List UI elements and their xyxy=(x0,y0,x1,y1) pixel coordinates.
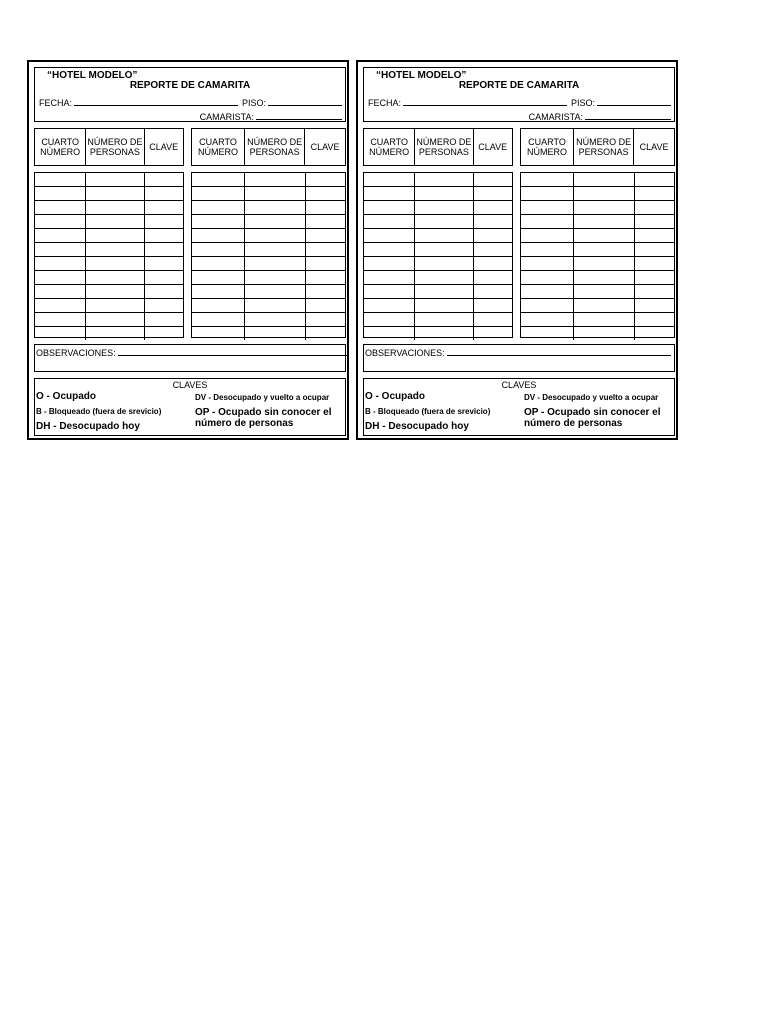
personas-cell[interactable] xyxy=(573,313,634,327)
personas-cell[interactable] xyxy=(414,187,473,201)
table-row xyxy=(35,327,183,341)
clave-cell[interactable] xyxy=(474,313,513,327)
report-card-left xyxy=(27,60,349,440)
table-row xyxy=(521,327,674,341)
column-header-personas: NÚMERO DE PERSONAS xyxy=(85,129,144,165)
personas-cell[interactable] xyxy=(414,271,473,285)
personas-cell[interactable] xyxy=(244,327,305,341)
personas-cell[interactable] xyxy=(573,173,634,187)
personas-cell[interactable] xyxy=(414,201,473,215)
clave-cell[interactable] xyxy=(474,201,513,215)
cuarto-cell[interactable] xyxy=(35,215,85,229)
table-header-1 xyxy=(363,128,513,166)
clave-cell[interactable] xyxy=(145,201,184,215)
clave-cell[interactable] xyxy=(634,257,674,271)
piso-label: PISO: xyxy=(570,98,595,108)
camarista-blank[interactable] xyxy=(256,110,342,120)
clave-cell[interactable] xyxy=(634,299,674,313)
personas-cell[interactable] xyxy=(573,201,634,215)
personas-cell[interactable] xyxy=(85,285,144,299)
clave-cell[interactable] xyxy=(145,229,184,243)
column-header-clave: CLAVE xyxy=(149,142,179,152)
observaciones-label: OBSERVACIONES: xyxy=(36,348,116,358)
clave-cell[interactable] xyxy=(145,313,184,327)
personas-cell[interactable] xyxy=(414,215,473,229)
fecha-field[interactable] xyxy=(368,96,567,108)
cuarto-cell[interactable] xyxy=(364,201,414,215)
column-header-personas: NÚMERO DE PERSONAS xyxy=(573,129,634,165)
cuarto-cell[interactable] xyxy=(521,229,573,243)
clave-cell[interactable] xyxy=(145,285,184,299)
cuarto-cell[interactable] xyxy=(521,285,573,299)
cuarto-cell[interactable] xyxy=(192,229,244,243)
cuarto-cell[interactable] xyxy=(364,173,414,187)
column-header-clave: CLAVE xyxy=(639,142,669,152)
clave-cell[interactable] xyxy=(145,299,184,313)
cuarto-cell[interactable] xyxy=(192,285,244,299)
table-row xyxy=(521,285,674,299)
personas-cell[interactable] xyxy=(85,243,144,257)
table-row xyxy=(192,271,345,285)
table-row xyxy=(35,271,183,285)
claves-section xyxy=(363,378,675,436)
clave-cell[interactable] xyxy=(305,215,345,229)
cuarto-cell[interactable] xyxy=(364,327,414,341)
table-row xyxy=(192,243,345,257)
cuarto-cell[interactable] xyxy=(521,173,573,187)
piso-field[interactable] xyxy=(242,96,342,108)
key-ocupado-sin-conocer: OP - Ocupado sin conocer el número de personas xyxy=(524,407,661,429)
hotel-name: “HOTEL MODELO” xyxy=(376,70,467,81)
fecha-blank[interactable] xyxy=(403,96,567,106)
table-row xyxy=(35,243,183,257)
clave-cell[interactable] xyxy=(305,327,345,341)
clave-cell[interactable] xyxy=(634,229,674,243)
clave-cell[interactable] xyxy=(145,327,184,341)
clave-cell[interactable] xyxy=(305,313,345,327)
cuarto-cell[interactable] xyxy=(521,243,573,257)
table-row xyxy=(35,257,183,271)
table-row xyxy=(364,327,512,341)
clave-cell[interactable] xyxy=(474,285,513,299)
table-row xyxy=(521,215,674,229)
header-section xyxy=(363,67,675,122)
personas-cell[interactable] xyxy=(244,187,305,201)
table-row xyxy=(364,271,512,285)
table-row xyxy=(364,187,512,201)
personas-cell[interactable] xyxy=(573,229,634,243)
fecha-field[interactable] xyxy=(39,96,238,108)
cuarto-cell[interactable] xyxy=(192,327,244,341)
room-grid-1 xyxy=(363,172,513,338)
table-row xyxy=(364,229,512,243)
piso-label: PISO: xyxy=(241,98,266,108)
cuarto-cell[interactable] xyxy=(521,271,573,285)
room-grid-2 xyxy=(520,172,675,338)
table-row xyxy=(364,243,512,257)
camarista-label: CAMARISTA: xyxy=(528,112,583,122)
cuarto-cell[interactable] xyxy=(192,257,244,271)
fecha-blank[interactable] xyxy=(74,96,238,106)
clave-cell[interactable] xyxy=(634,201,674,215)
table-row xyxy=(192,229,345,243)
clave-cell[interactable] xyxy=(305,243,345,257)
table-row xyxy=(521,257,674,271)
clave-cell[interactable] xyxy=(305,257,345,271)
claves-section xyxy=(34,378,346,436)
clave-cell[interactable] xyxy=(305,285,345,299)
personas-cell[interactable] xyxy=(414,313,473,327)
clave-cell[interactable] xyxy=(305,229,345,243)
claves-title: CLAVES xyxy=(172,380,208,390)
table-row xyxy=(364,173,512,187)
report-title: REPORTE DE CAMARITA xyxy=(129,80,251,91)
cuarto-cell[interactable] xyxy=(35,327,85,341)
clave-cell[interactable] xyxy=(474,187,513,201)
personas-cell[interactable] xyxy=(414,257,473,271)
camarista-blank[interactable] xyxy=(585,110,671,120)
clave-cell[interactable] xyxy=(145,173,184,187)
camarista-field[interactable] xyxy=(200,110,342,122)
personas-cell[interactable] xyxy=(414,299,473,313)
report-card-right xyxy=(356,60,678,440)
cuarto-cell[interactable] xyxy=(192,173,244,187)
clave-cell[interactable] xyxy=(634,215,674,229)
cuarto-cell[interactable] xyxy=(192,201,244,215)
camarista-label: CAMARISTA: xyxy=(199,112,254,122)
clave-cell[interactable] xyxy=(634,173,674,187)
key-bloqueado: B - Bloqueado (fuera de srevicio) xyxy=(365,407,491,416)
clave-cell[interactable] xyxy=(474,271,513,285)
personas-cell[interactable] xyxy=(414,327,473,341)
claves-title: CLAVES xyxy=(501,380,537,390)
personas-cell[interactable] xyxy=(85,215,144,229)
clave-cell[interactable] xyxy=(634,313,674,327)
table-row xyxy=(192,257,345,271)
column-header-personas: NÚMERO DE PERSONAS xyxy=(244,129,305,165)
table-row xyxy=(521,299,674,313)
clave-cell[interactable] xyxy=(474,257,513,271)
personas-cell[interactable] xyxy=(244,201,305,215)
cuarto-cell[interactable] xyxy=(192,271,244,285)
clave-cell[interactable] xyxy=(145,243,184,257)
table-header-2 xyxy=(191,128,346,166)
personas-cell[interactable] xyxy=(85,271,144,285)
personas-cell[interactable] xyxy=(573,257,634,271)
column-header-cuarto: CUARTO NÚMERO xyxy=(527,137,567,157)
fecha-label: FECHA: xyxy=(368,98,402,108)
personas-cell[interactable] xyxy=(573,285,634,299)
personas-cell[interactable] xyxy=(244,173,305,187)
table-row xyxy=(35,187,183,201)
key-desocupado-hoy: DH - Desocupado hoy xyxy=(365,421,469,432)
fecha-label: FECHA: xyxy=(39,98,73,108)
personas-cell[interactable] xyxy=(244,257,305,271)
key-desocupado-hoy: DH - Desocupado hoy xyxy=(36,421,140,432)
personas-cell[interactable] xyxy=(85,173,144,187)
table-row xyxy=(35,201,183,215)
personas-cell[interactable] xyxy=(85,299,144,313)
table-row xyxy=(192,313,345,327)
personas-cell[interactable] xyxy=(573,271,634,285)
hotel-name: “HOTEL MODELO” xyxy=(47,70,138,81)
clave-cell[interactable] xyxy=(145,257,184,271)
cuarto-cell[interactable] xyxy=(521,299,573,313)
personas-cell[interactable] xyxy=(414,229,473,243)
clave-cell[interactable] xyxy=(305,271,345,285)
table-row xyxy=(35,313,183,327)
key-ocupado: O - Ocupado xyxy=(36,391,96,402)
column-header-clave: CLAVE xyxy=(310,142,340,152)
cuarto-cell[interactable] xyxy=(35,285,85,299)
table-row xyxy=(35,299,183,313)
clave-cell[interactable] xyxy=(145,215,184,229)
personas-cell[interactable] xyxy=(85,229,144,243)
cuarto-cell[interactable] xyxy=(192,187,244,201)
key-desocupado-vuelto: DV - Desocupado y vuelto a ocupar xyxy=(195,393,330,402)
cuarto-cell[interactable] xyxy=(35,271,85,285)
cuarto-cell[interactable] xyxy=(364,257,414,271)
report-title: REPORTE DE CAMARITA xyxy=(458,80,580,91)
column-header-cuarto: CUARTO NÚMERO xyxy=(40,137,81,157)
column-header-personas: NÚMERO DE PERSONAS xyxy=(414,129,473,165)
personas-cell[interactable] xyxy=(244,229,305,243)
table-row xyxy=(35,285,183,299)
table-row xyxy=(364,313,512,327)
cuarto-cell[interactable] xyxy=(521,327,573,341)
table-row xyxy=(364,215,512,229)
table-row xyxy=(364,285,512,299)
cuarto-cell[interactable] xyxy=(35,229,85,243)
cuarto-cell[interactable] xyxy=(364,313,414,327)
clave-cell[interactable] xyxy=(305,187,345,201)
table-row xyxy=(192,299,345,313)
room-grid-2 xyxy=(191,172,346,338)
personas-cell[interactable] xyxy=(85,201,144,215)
table-row xyxy=(192,187,345,201)
personas-cell[interactable] xyxy=(244,215,305,229)
cuarto-cell[interactable] xyxy=(521,313,573,327)
clave-cell[interactable] xyxy=(305,299,345,313)
table-row xyxy=(364,201,512,215)
room-grid-1 xyxy=(34,172,184,338)
header-section xyxy=(34,67,346,122)
key-bloqueado: B - Bloqueado (fuera de srevicio) xyxy=(36,407,162,416)
cuarto-cell[interactable] xyxy=(364,229,414,243)
camarista-field[interactable] xyxy=(529,110,671,122)
piso-blank[interactable] xyxy=(268,96,342,106)
key-ocupado-sin-conocer: OP - Ocupado sin conocer el número de personas xyxy=(195,407,332,429)
personas-cell[interactable] xyxy=(244,271,305,285)
clave-cell[interactable] xyxy=(145,187,184,201)
cuarto-cell[interactable] xyxy=(364,243,414,257)
cuarto-cell[interactable] xyxy=(35,201,85,215)
column-header-cuarto: CUARTO NÚMERO xyxy=(198,137,238,157)
piso-field[interactable] xyxy=(571,96,671,108)
personas-cell[interactable] xyxy=(85,327,144,341)
clave-cell[interactable] xyxy=(305,173,345,187)
clave-cell[interactable] xyxy=(634,243,674,257)
personas-cell[interactable] xyxy=(573,243,634,257)
personas-cell[interactable] xyxy=(573,215,634,229)
key-ocupado: O - Ocupado xyxy=(365,391,425,402)
cuarto-cell[interactable] xyxy=(192,243,244,257)
cuarto-cell[interactable] xyxy=(35,187,85,201)
column-header-cuarto: CUARTO NÚMERO xyxy=(369,137,410,157)
cuarto-cell[interactable] xyxy=(364,215,414,229)
table-row xyxy=(364,299,512,313)
clave-cell[interactable] xyxy=(474,173,513,187)
cuarto-cell[interactable] xyxy=(364,285,414,299)
clave-cell[interactable] xyxy=(474,299,513,313)
observaciones-label: OBSERVACIONES: xyxy=(365,348,445,358)
table-row xyxy=(35,229,183,243)
observaciones-blank[interactable] xyxy=(118,346,348,356)
clave-cell[interactable] xyxy=(634,285,674,299)
observaciones-section[interactable] xyxy=(34,344,346,372)
table-row xyxy=(521,201,674,215)
table-row xyxy=(521,313,674,327)
table-row xyxy=(192,215,345,229)
cuarto-cell[interactable] xyxy=(364,271,414,285)
table-row xyxy=(192,285,345,299)
personas-cell[interactable] xyxy=(85,313,144,327)
observaciones-section[interactable] xyxy=(363,344,675,372)
personas-cell[interactable] xyxy=(244,243,305,257)
cuarto-cell[interactable] xyxy=(35,313,85,327)
table-row xyxy=(521,187,674,201)
personas-cell[interactable] xyxy=(573,187,634,201)
cuarto-cell[interactable] xyxy=(521,257,573,271)
cuarto-cell[interactable] xyxy=(35,173,85,187)
key-desocupado-vuelto: DV - Desocupado y vuelto a ocupar xyxy=(524,393,659,402)
cuarto-cell[interactable] xyxy=(521,215,573,229)
column-header-clave: CLAVE xyxy=(478,142,508,152)
cuarto-cell[interactable] xyxy=(364,299,414,313)
table-row xyxy=(35,215,183,229)
cuarto-cell[interactable] xyxy=(521,201,573,215)
personas-cell[interactable] xyxy=(244,299,305,313)
clave-cell[interactable] xyxy=(474,327,513,341)
clave-cell[interactable] xyxy=(145,271,184,285)
table-row xyxy=(521,173,674,187)
clave-cell[interactable] xyxy=(634,327,674,341)
personas-cell[interactable] xyxy=(244,285,305,299)
table-row xyxy=(521,229,674,243)
personas-cell[interactable] xyxy=(414,285,473,299)
table-row xyxy=(192,327,345,341)
personas-cell[interactable] xyxy=(414,243,473,257)
table-row xyxy=(364,257,512,271)
clave-cell[interactable] xyxy=(634,187,674,201)
table-header-1 xyxy=(34,128,184,166)
cuarto-cell[interactable] xyxy=(35,299,85,313)
piso-blank[interactable] xyxy=(597,96,671,106)
table-row xyxy=(521,271,674,285)
table-row xyxy=(192,201,345,215)
cuarto-cell[interactable] xyxy=(521,187,573,201)
clave-cell[interactable] xyxy=(305,201,345,215)
personas-cell[interactable] xyxy=(244,313,305,327)
cuarto-cell[interactable] xyxy=(35,257,85,271)
table-row xyxy=(35,173,183,187)
clave-cell[interactable] xyxy=(474,215,513,229)
personas-cell[interactable] xyxy=(414,173,473,187)
cuarto-cell[interactable] xyxy=(192,313,244,327)
clave-cell[interactable] xyxy=(474,229,513,243)
cuarto-cell[interactable] xyxy=(192,299,244,313)
clave-cell[interactable] xyxy=(474,243,513,257)
table-header-2 xyxy=(520,128,675,166)
personas-cell[interactable] xyxy=(85,187,144,201)
personas-cell[interactable] xyxy=(85,257,144,271)
cuarto-cell[interactable] xyxy=(364,187,414,201)
observaciones-blank[interactable] xyxy=(447,346,671,356)
table-row xyxy=(192,173,345,187)
personas-cell[interactable] xyxy=(573,327,634,341)
cuarto-cell[interactable] xyxy=(35,243,85,257)
clave-cell[interactable] xyxy=(634,271,674,285)
personas-cell[interactable] xyxy=(573,299,634,313)
table-row xyxy=(521,243,674,257)
cuarto-cell[interactable] xyxy=(192,215,244,229)
